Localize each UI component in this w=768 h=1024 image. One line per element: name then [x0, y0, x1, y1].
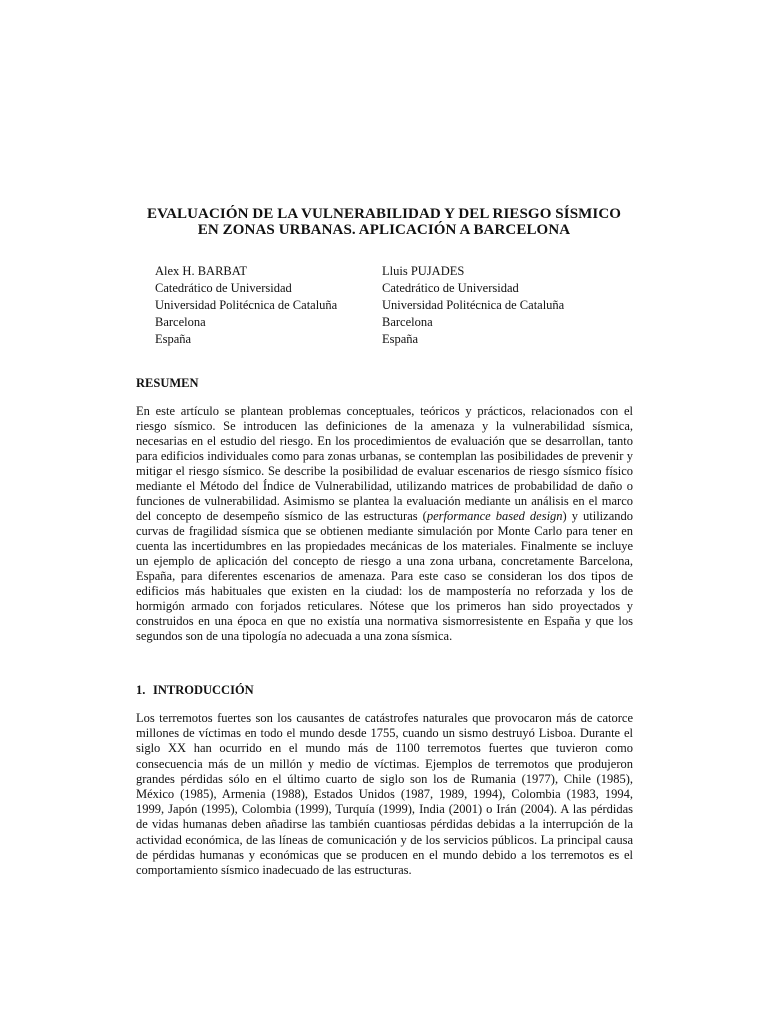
- paper-title: [118, 206, 650, 238]
- author-country: España: [155, 332, 192, 346]
- author-name: Alex H. BARBAT: [155, 264, 248, 278]
- introduction-body: [136, 711, 633, 878]
- section-title: INTRODUCCIÓN: [153, 683, 254, 697]
- author-institution: Universidad Politécnica de Cataluña: [382, 298, 565, 312]
- author-block-1: [155, 263, 337, 348]
- author-country: España: [382, 332, 419, 346]
- section-heading-introduction: [136, 682, 254, 698]
- author-institution: Universidad Politécnica de Cataluña: [155, 298, 338, 312]
- author-position: Catedrático de Universidad: [155, 281, 292, 295]
- title-line-1: EVALUACIÓN DE LA VULNERABILIDAD Y DEL RIESGO SÍSMICO: [146, 206, 622, 222]
- abstract-italic-term: performance based design: [426, 509, 563, 523]
- author-city: Barcelona: [155, 315, 206, 329]
- abstract-text-part-2: ) y utilizando curvas de fragilidad sísmica que se obtienen mediante simulación por Monte Carlo para tener en cuenta las incertidumbres en las propiedades mecánicas de los materiales. Finalmente se incluye un ejemplo de aplicación del concepto de riesgo a una zona urbana, concretamente Barcelona, España, para diferentes escenarios de amenaza. Para este caso se consideran los dos tipos de edificios más habituales que existen en la ciudad: los de mampostería no reforzada y los de hormigón armado con forjados reticulares. Nótese que los primeros han sido proyectados y construidos en una época en que no existía una normativa sismorresistente en España y que los segundos son de una tipología no adecuada a una zona sísmica.: [136, 509, 633, 643]
- title-line-2: EN ZONAS URBANAS. APLICACIÓN A BARCELONA: [197, 222, 571, 238]
- abstract-paragraph: [136, 404, 633, 644]
- author-block-2: [382, 263, 564, 348]
- abstract-body: [136, 404, 633, 644]
- author-name: Lluis PUJADES: [382, 264, 465, 278]
- abstract-heading: RESUMEN: [136, 376, 199, 390]
- abstract-text-part-1: En este artículo se plantean problemas conceptuales, teóricos y prácticos, relacionados con el riesgo sísmico. Se introducen las definiciones de la amenaza y la vulnerabilidad sísmica, necesarias en el estudio del riesgo. En los procedimientos de evaluación que se desarrollan, tanto para edificios individuales como para zonas urbanas, se contemplan las posibilidades de prevenir y mitigar el riesgo sísmico. Se describe la posibilidad de evaluar escenarios de riesgo sísmico físico mediante el Método del Índice de Vulnerabilidad, utilizando matrices de probabilidad de daño o funciones de vulnerabilidad. Asimismo se plantea la evaluación mediante un análisis en el marco del concepto de desempeño sísmico de las estructuras (: [136, 404, 633, 523]
- section-number: 1.: [136, 683, 146, 697]
- author-city: Barcelona: [382, 315, 433, 329]
- introduction-paragraph: Los terremotos fuertes son los causantes de catástrofes naturales que provocaron más de catorce millones de víctimas en todo el mundo desde 1755, cuando un sismo destruyó Lisboa. Durante el siglo XX han ocurrido en el mundo más de 1100 terremotos fuertes que tuvieron como consecuencia más de un millón y medio de víctimas. Ejemplos de terremotos que produjeron grandes pérdidas sólo en el último cuarto de siglo son los de Rumania (1977), Chile (1985), México (1985), Armenia (1988), Estados Unidos (1987, 1989, 1994), Colombia (1983, 1994, 1999, Japón (1995), Colombia (1999), Turquía (1999), India (2001) o Irán (2004). A las pérdidas de vidas humanas deben añadirse las también cuantiosas pérdidas debidas a la interrupción de la actividad económica, de las líneas de comunicación y de los servicios públicos. La principal causa de pérdidas humanas y económicas que se producen en el mundo debido a los terremotos es el comportamiento sísmico inadecuado de las estructuras.: [136, 711, 633, 878]
- author-position: Catedrático de Universidad: [382, 281, 519, 295]
